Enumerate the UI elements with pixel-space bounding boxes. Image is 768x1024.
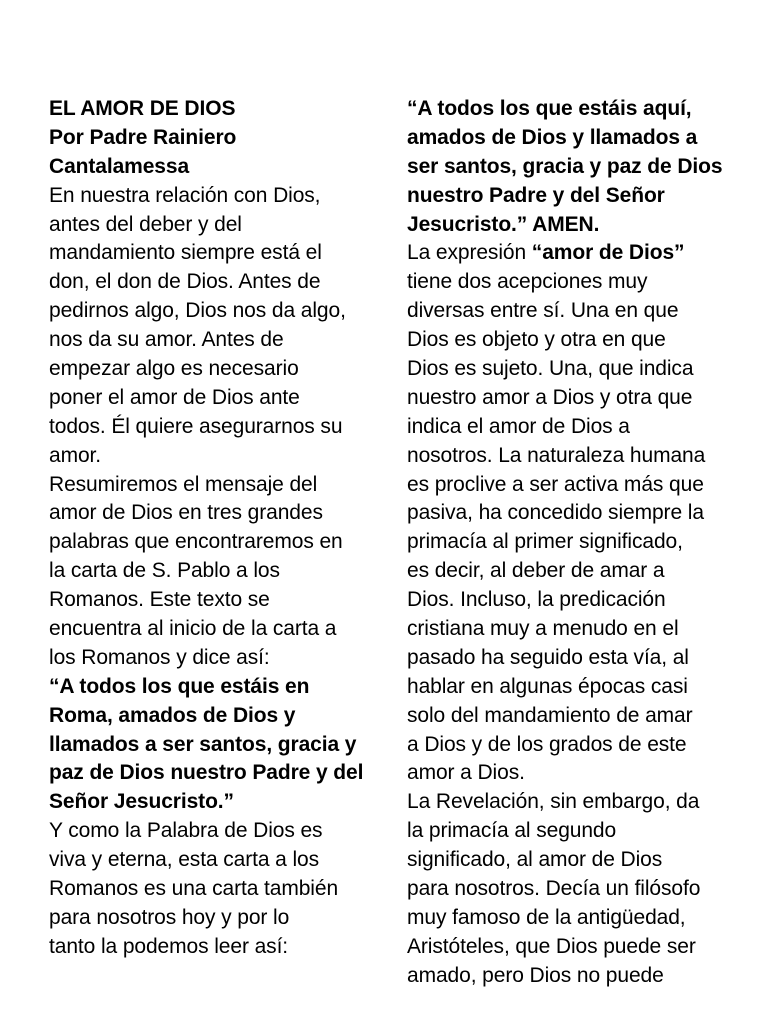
regular-text: amado, pero Dios no puede (407, 963, 664, 987)
regular-text: a Dios y de los grados de este (407, 732, 687, 756)
bold-text: “A todos los que estáis aquí, (407, 97, 692, 120)
text-line (407, 239, 752, 268)
text-line (407, 875, 752, 904)
regular-text: La Revelación, sin embargo, da (407, 790, 700, 814)
regular-text: tiene dos acepciones muy (407, 270, 648, 294)
regular-text: amor a Dios. (407, 761, 525, 785)
regular-text: Dios. Incluso, la predicación (407, 588, 666, 612)
text-line: los Romanos y dice así: (49, 645, 270, 669)
regular-text: solo del mandamiento de amar (407, 703, 693, 727)
right-text-column (407, 95, 752, 991)
text-line: pedirnos algo, Dios nos da algo, (49, 299, 346, 323)
text-line: Romanos. Este texto se (49, 588, 270, 612)
text-line (407, 355, 752, 384)
text-line (407, 413, 752, 442)
text-line (407, 904, 752, 933)
text-line (407, 384, 752, 413)
left-text-column (49, 95, 394, 962)
text-line: nos da su amor. Antes de (49, 328, 284, 352)
text-line: la carta de S. Pablo a los (49, 559, 280, 583)
text-line: EL AMOR DE DIOS (49, 97, 236, 120)
text-line: empezar algo es necesario (49, 357, 299, 381)
text-line (407, 817, 752, 846)
regular-text: es proclive a ser activa más que (407, 472, 704, 496)
text-line: viva y eterna, esta carta a los (49, 848, 320, 872)
text-line (407, 933, 752, 962)
text-line: amor. (49, 443, 102, 467)
text-line (407, 153, 752, 182)
bold-text: Jesucristo.” AMEN. (407, 212, 600, 236)
regular-text: primacía al primer significado, (407, 530, 683, 554)
text-line (407, 182, 752, 211)
text-line (407, 586, 752, 615)
text-line: llamados a ser santos, gracia y (49, 732, 357, 756)
text-line (407, 731, 752, 760)
regular-text: Dios es sujeto. Una, que indica (407, 357, 694, 381)
text-line: Por Padre Rainiero (49, 125, 237, 149)
regular-text: Aristóteles, que Dios puede ser (407, 934, 696, 958)
text-line (407, 326, 752, 355)
regular-text: nosotros. La naturaleza humana (407, 443, 706, 467)
text-line (407, 124, 752, 153)
text-line: palabras que encontraremos en (49, 530, 343, 554)
text-line (407, 499, 752, 528)
regular-text: pasado ha seguido esta vía, al (407, 645, 689, 669)
text-line (407, 297, 752, 326)
text-line: Roma, amados de Dios y (49, 703, 296, 727)
text-line (407, 471, 752, 500)
text-line (407, 615, 752, 644)
bold-text: “amor de Dios” (531, 241, 685, 265)
text-line (407, 759, 752, 788)
regular-text: muy famoso de la antigüedad, (407, 905, 686, 929)
regular-text: La expresión (407, 241, 532, 265)
regular-text: es decir, al deber de amar a (407, 559, 665, 583)
text-line: Resumiremos el mensaje del (49, 472, 318, 496)
text-line (407, 528, 752, 557)
regular-text: nuestro amor a Dios y otra que (407, 385, 693, 409)
text-line (407, 846, 752, 875)
text-line: encuentra al inicio de la carta a (49, 617, 337, 641)
regular-text: Dios es objeto y otra en que (407, 328, 666, 352)
text-line (407, 788, 752, 817)
regular-text: diversas entre sí. Una en que (407, 299, 679, 323)
text-line (407, 557, 752, 586)
text-line: mandamiento siempre está el (49, 241, 322, 265)
text-line: todos. Él quiere asegurarnos su (49, 414, 343, 438)
text-line (407, 702, 752, 731)
text-line (407, 268, 752, 297)
text-line (407, 962, 752, 991)
bold-text: nuestro Padre y del Señor (407, 183, 665, 207)
text-line: Cantalamessa (49, 154, 190, 178)
bold-text: amados de Dios y llamados a (407, 125, 698, 149)
text-line (407, 211, 752, 240)
text-line: poner el amor de Dios ante (49, 385, 300, 409)
text-line: En nuestra relación con Dios, (49, 183, 321, 207)
regular-text: indica el amor de Dios a (407, 414, 630, 438)
text-line: tanto la podemos leer así: (49, 934, 289, 958)
regular-text: la primacía al segundo (407, 819, 617, 843)
regular-text: pasiva, ha concedido siempre la (407, 501, 704, 525)
regular-text: para nosotros. Decía un filósofo (407, 877, 701, 901)
text-line: amor de Dios en tres grandes (49, 501, 323, 525)
text-line: paz de Dios nuestro Padre y del (49, 761, 364, 785)
text-line (407, 442, 752, 471)
text-line: Y como la Palabra de Dios es (49, 819, 323, 843)
regular-text: hablar en algunas épocas casi (407, 674, 688, 698)
text-line: para nosotros hoy y por lo (49, 905, 290, 929)
text-line: don, el don de Dios. Antes de (49, 270, 321, 294)
text-line: antes del deber y del (49, 212, 242, 236)
regular-text: significado, al amor de Dios (407, 848, 663, 872)
text-line: Romanos es una carta también (49, 877, 339, 901)
text-line (407, 95, 752, 124)
text-line (407, 673, 752, 702)
text-line: “A todos los que estáis en (49, 674, 310, 698)
bold-text: ser santos, gracia y paz de Dios (407, 154, 723, 178)
text-line (407, 644, 752, 673)
regular-text: cristiana muy a menudo en el (407, 617, 679, 641)
text-line: Señor Jesucristo.” (49, 790, 234, 814)
